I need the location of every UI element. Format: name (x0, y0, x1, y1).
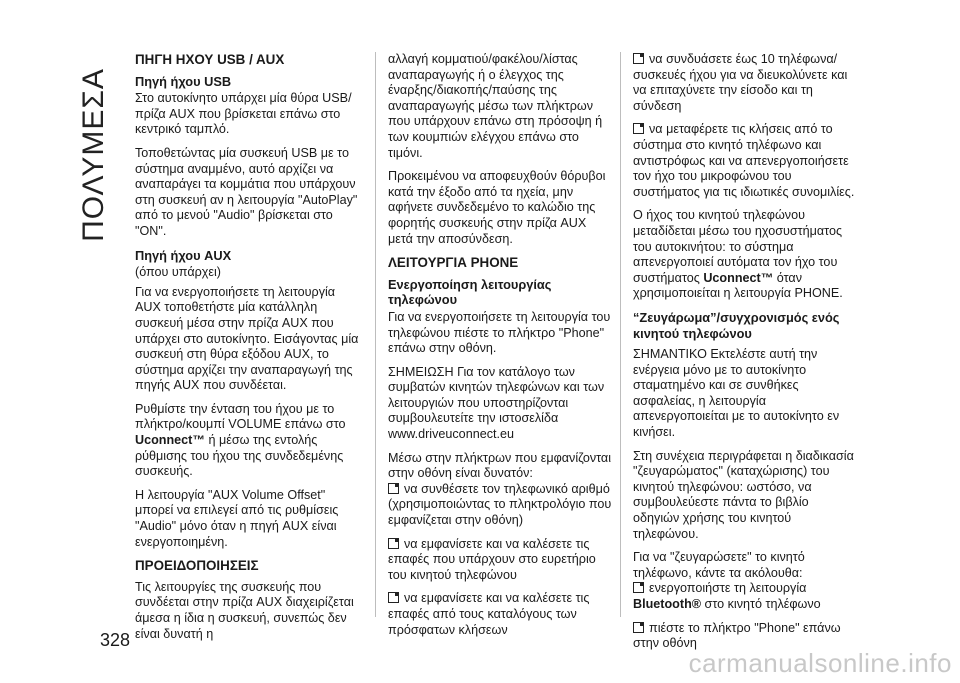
heading-phone-activation: Ενεργοποίηση λειτουργίας τηλεφώνου (388, 276, 552, 308)
text-run: Ρυθμίστε την ένταση του ήχου με το πλήκτρο/κουμπί VOLUME επάνω στο (135, 401, 346, 432)
paragraph (633, 208, 858, 302)
bullet-icon (633, 582, 644, 593)
paragraph: Τις λειτουργίες της συσκευής που συνδέεται στην πρίζα AUX διαχειρίζεται άμεσα η ίδια η συσκευή, συνεπώς δεν είναι δυνατή η (135, 579, 354, 641)
column-divider (620, 52, 621, 617)
list-item: να μεταφέρετε τις κλήσεις από το σύστημα στο κινητό τηλέφωνο και αντιστρόφως και να απενεργοποιήσετε τον ήχο του μικροφώνου του συστήματος για τις ιδιωτικές συνομιλίες. (633, 122, 855, 199)
bullet-icon (633, 53, 644, 64)
paragraph (135, 402, 360, 480)
paragraph: Για να ενεργοποιήσετε τη λειτουργία AUX τοποθετήστε μία κατάλληλη συσκευή μέσα στην πρίζα AUX που υπάρχει στο αυτοκίνητο. Εισάγοντας μία συσκευή στη θύρα εξόδου AUX, το σύστημα αρχίζει την αναπαραγωγή της πηγής AUX που συνδέεται. (135, 284, 359, 393)
heading-usb-source: Πηγή ήχου USB (135, 73, 232, 89)
bullet-icon (388, 592, 399, 603)
page-number: 328 (100, 630, 131, 650)
aux-availability-note: (όπου υπάρχει) (135, 265, 221, 280)
list-item: ενεργοποιήστε τη λειτουργία Bluetooth® στο κινητό τηλέφωνο (633, 581, 821, 611)
column-3 (633, 52, 858, 660)
paragraph: Η λειτουργία "AUX Volume Offset" μπορεί να επιλεγεί από τις ρυθμίσεις "Audio" μόνο όταν η πηγή AUX είναι ενεργοποιημένη. (135, 487, 339, 549)
paragraph: Προκειμένου να αποφευχθούν θόρυβοι κατά την έξοδο από τα ηχεία, μην αφήνετε συνδεδεμένο το καλώδιο της φορητής συσκευής στην πρίζα AUX μετά την αποσύνδεση. (388, 169, 606, 246)
paragraph: Στη συνέχεια περιγράφεται η διαδικασία "ζευγαρώματος" (καταχώρισης) του κινητού τηλεφώνου: ωστόσο, να συμβουλεύεστε πάντα το βιβλίο οδηγιών χρήσης του κινητού τηλεφώνου. (633, 448, 854, 541)
note-paragraph: ΣΗΜΕΙΩΣΗ Για τον κατάλογο των συμβατών κινητών τηλεφώνων και των λειτουργιών που υποστηρίζονται συμβουλευτείτε την ιστοσελίδα www.driveuconnect.eu (388, 364, 605, 442)
list-item: να εμφανίσετε και να καλέσετε τις επαφές από τους καταλόγους των πρόσφατων κλήσεων (388, 591, 590, 637)
bullet-icon (388, 483, 399, 494)
section-title-usb-aux: ΠΗΓΗ ΗΧΟΥ USB / AUX (135, 52, 285, 67)
heading-aux-source: Πηγή ήχου AUX (135, 247, 232, 263)
chapter-tab (70, 40, 118, 270)
text-run: Ο ήχος του κινητού τηλεφώνου μεταδίδεται μέσω του ηχοσυστήματος του αυτοκινήτου: το σύστημα απενεργοποιεί αυτόματα τον ήχο του συστήματος (633, 208, 843, 285)
list-item: να συνθέσετε τον τηλεφωνικό αριθμό (χρησιμοποιώντας το πληκτρολόγιο που εμφανίζεται στην οθόνη) (388, 481, 612, 528)
paragraph: Για να "ζευγαρώσετε" το κινητό τηλέφωνο, κάντε τα ακόλουθα: (633, 550, 805, 580)
bullet-icon (388, 538, 399, 549)
paragraph: αλλαγή κομματιού/φακέλου/λίστας αναπαραγωγής ή ο έλεγχος της έναρξης/διακοπής/παύσης της αναπαραγωγής μέσω των πλήκτρων που υπάρχουν επάνω στη πρόσοψη ή των κουμπιών ελέγχου επάνω στο τιμόνι. (388, 52, 603, 160)
column-2 (388, 52, 613, 646)
text-run: όταν χρησιμοποιείται η λειτουργία PHONE. (633, 270, 843, 301)
bullet-icon (633, 622, 644, 633)
heading-limitations: ΠΡΟΕΙΔΟΠΟΙΗΣΕΙΣ (135, 558, 259, 574)
paragraph: Για να ενεργοποιήσετε τη λειτουργία του τηλεφώνου πιέστε το πλήκτρο "Phone" επάνω στην οθόνη. (388, 309, 611, 356)
paragraph: Μέσω στην πλήκτρων που εμφανίζονται στην οθόνη είναι δυνατόν: (388, 450, 612, 481)
brand-uconnect: Uconnect™ (703, 270, 774, 285)
brand-uconnect: Uconnect™ (135, 433, 205, 448)
paragraph: Τοποθετώντας μία συσκευή USB με το σύστημα αναμμένο, αυτό αρχίζει να αναπαράγει τα κομμάτια που υπάρχουν στη συσκευή αν η λειτουργία "AutoPlay" από το μενού "Audio" βρίσκεται στο "ON". (135, 145, 358, 238)
heading-phone-mode: ΛΕΙΤΟΥΡΓΙΑ PHONE (388, 255, 519, 271)
watermark: carmanualsonline.info (688, 648, 952, 678)
brand-bluetooth: Bluetooth® (633, 597, 702, 611)
important-paragraph: ΣΗΜΑΝΤΙΚΟ Εκτελέστε αυτή την ενέργεια μόνο με το αυτοκίνητο σταματημένο και σε συνθήκες ασφαλείας, η λειτουργία απενεργοποιείται με το αυτοκίνητο εν κινήσει. (633, 347, 840, 440)
list-item: πιέστε το πλήκτρο "Phone" επάνω στην οθόνη (633, 620, 841, 651)
bullet-icon (633, 123, 644, 134)
chapter-tab-label: ΠΟΛΥΜΕΣΑ (77, 68, 110, 242)
column-1 (135, 52, 360, 642)
text-run: ή μέσω της εντολής ρύθμισης του ήχου της συνδεδεμένης συσκευής. (135, 433, 344, 479)
heading-phone-pairing: “Ζευγάρωμα”/συγχρονισμός ενός κινητού τηλεφώνου (633, 309, 840, 341)
column-divider (375, 52, 376, 617)
paragraph: Στο αυτοκίνητο υπάρχει μία θύρα USB/πρίζα AUX που βρίσκεται επάνω στο κεντρικό ταμπλό. (135, 91, 352, 137)
list-item: να συνδυάσετε έως 10 τηλέφωνα/συσκευές ήχου για να διευκολύνετε και να επιταχύνετε την είσοδο και τη σύνδεση (633, 52, 848, 113)
list-item: να εμφανίσετε και να καλέσετε τις επαφές που υπάρχουν στο ευρετήριο του κινητού τηλεφώνου (388, 536, 596, 582)
